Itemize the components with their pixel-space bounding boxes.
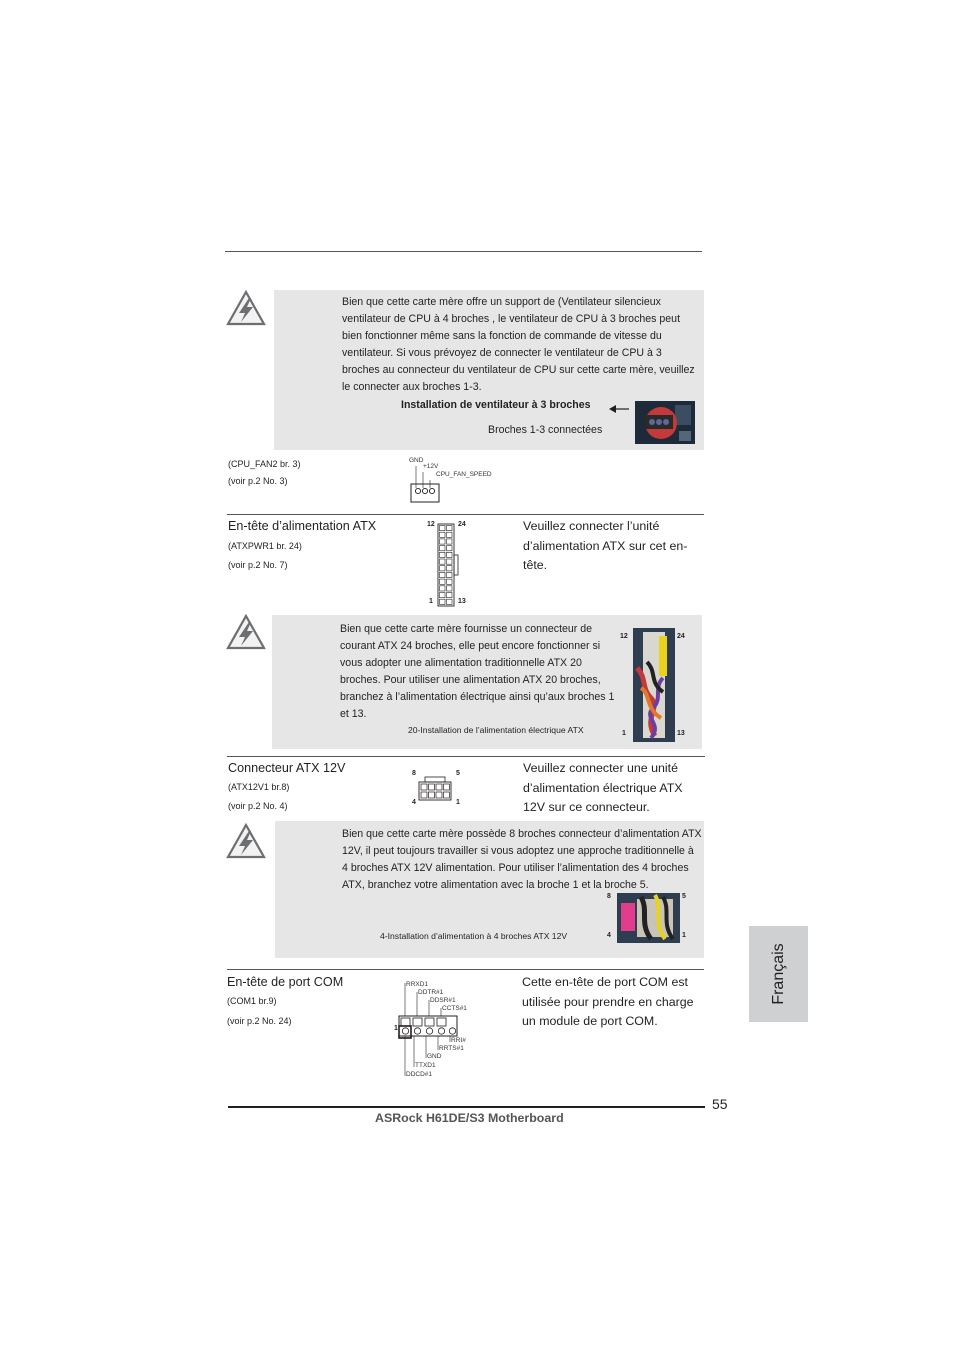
cpu-fan2-ref: (CPU_FAN2 br. 3): [228, 459, 301, 469]
atx12v-rule: [227, 756, 705, 757]
atx-power-ref: (ATXPWR1 br. 24): [228, 541, 302, 551]
atx-pin: [447, 546, 453, 551]
atx-note-caption: 20-Installation de l’alimentation électrique ATX: [408, 725, 584, 735]
atx-pin: [447, 526, 453, 531]
atx-pin: [447, 532, 453, 537]
atx-photo-pin-1: 1: [622, 730, 626, 737]
atx-power-desc: Veuillez connecter l’unité d’alimentation ATX sur cet en-tête.: [523, 519, 688, 572]
atx12v-photo-pin-5: 5: [682, 893, 686, 900]
atx-pin: [447, 586, 453, 591]
fan-note-text: Bien que cette carte mère offre un support de (Ventilateur silencieux ventilateur de CPU à 4 broches , le ventilateur de CPU à 3 broches peut bien fonctionner même sans la fonction de commande de vitesse du ventilateur. Si vous prévoyez de connecter le ventilateur de CPU à 3 broches au connecteur du ventilateur de CPU sur cette carte mère, veuillez le connecter aux broches 1-3.: [342, 296, 695, 393]
atx-pin-1-label: 1: [429, 598, 433, 605]
language-tab-label: Français: [769, 943, 787, 1005]
pin-label-12v: +12V: [423, 463, 439, 470]
atx12v-note-caption: 4-Installation d’alimentation à 4 broches ATX 12V: [380, 931, 568, 941]
atx-connector-photo: [633, 628, 675, 747]
atx-pin: [440, 586, 446, 591]
atx-pin: [440, 552, 446, 557]
atx-pin: [440, 572, 446, 577]
fan-pins-label: Broches 1-3 connectées: [488, 424, 603, 436]
atx-pin: [440, 566, 446, 571]
com-port-rule: [227, 969, 704, 970]
pin-label-speed: CPU_FAN_SPEED: [436, 471, 492, 478]
com-pin-label-rrts1: RRTS#1: [439, 1045, 464, 1052]
atx12v-photo-pin-4: 4: [607, 932, 611, 939]
atx-photo-pin-12: 12: [620, 633, 628, 640]
com-pin-label-rri: RRI#: [451, 1037, 466, 1044]
arrow-left-icon: [609, 401, 629, 419]
atx-pin: [440, 579, 446, 584]
atx-pin: [447, 579, 453, 584]
warning-icon: [226, 289, 266, 327]
atx12v-connector-photo: [617, 893, 680, 948]
atx-pin: [440, 532, 446, 537]
atx-pin: [440, 559, 446, 564]
atx-pin: [440, 546, 446, 551]
atx12v-pin-8-label: 8: [412, 770, 416, 777]
fan-install-label: Installation de ventilateur à 3 broches: [401, 399, 591, 411]
com-port-see: (voir p.2 No. 24): [227, 1016, 292, 1026]
atx-pin: [440, 593, 446, 598]
atx12v-desc: Veuillez connecter une unité d’alimentation électrique ATX 12V sur ce connecteur.: [523, 761, 683, 814]
atx-pin: [440, 526, 446, 531]
atx-pin-12-label: 12: [427, 521, 435, 528]
atx-pin: [447, 559, 453, 564]
cpu-fan2-connector-diagram: [408, 462, 442, 509]
atx12v-title: Connecteur ATX 12V: [228, 761, 346, 775]
atx-pin: [447, 572, 453, 577]
atx12v-connector-diagram: [418, 776, 452, 807]
atx-pin: [447, 552, 453, 557]
cpu-fan2-see: (voir p.2 No. 3): [228, 476, 288, 486]
atx12v-ref: (ATX12V1 br.8): [228, 782, 290, 792]
com-pin-label-ddsr1: DDSR#1: [430, 997, 456, 1004]
atx-pin: [447, 566, 453, 571]
atx-photo-pin-13: 13: [677, 730, 685, 737]
language-side-tab: [749, 926, 808, 1022]
warning-icon: [226, 822, 266, 860]
warning-icon: [226, 613, 266, 651]
atx12v-note-text: Bien que cette carte mère possède 8 broches connecteur d’alimentation ATX 12V, il peut toujours travailler si vous adoptez une approche traditionnelle à 4 broches ATX 12V alimentation. Pour utiliser l’alimentation des 4 broches ATX, branchez votre alimentation avec la broche 1 et la broche 5.: [342, 828, 702, 891]
top-rule: [225, 251, 702, 252]
atx12v-pin-1-label: 1: [456, 799, 460, 806]
com-pin-label-ccts1: CCTS#1: [442, 1005, 467, 1012]
atx12v-photo-pin-8: 8: [607, 893, 611, 900]
atx-pin: [447, 593, 453, 598]
atx-power-see: (voir p.2 No. 7): [228, 560, 288, 570]
atx-pin: [447, 539, 453, 544]
atx12v-pin-5-label: 5: [456, 770, 460, 777]
atx-photo-pin-24: 24: [677, 633, 685, 640]
com-pin-label-ttxd1: TTXD1: [415, 1062, 436, 1069]
atx12v-photo-pin-1: 1: [682, 932, 686, 939]
com-port-title: En-tête de port COM: [227, 975, 344, 989]
com-port-ref: (COM1 br.9): [227, 996, 277, 1006]
com-pin-label-ddtr1: DDTR#1: [418, 989, 444, 996]
atx-pin-24-label: 24: [458, 521, 466, 528]
footer-rule: [228, 1106, 705, 1108]
atx-pin: [440, 599, 446, 604]
atx12v-pin-4-label: 4: [412, 799, 416, 806]
com-port-desc: Cette en-tête de port COM est utilisée pour prendre en charge un module de port COM.: [522, 975, 694, 1028]
atx-power-connector-diagram: [437, 523, 461, 612]
page-number: 55: [712, 1096, 728, 1112]
atx12v-see: (voir p.2 No. 4): [228, 801, 288, 811]
atx-pin-13-label: 13: [458, 598, 466, 605]
pin-label-gnd: GND: [409, 457, 424, 464]
atx-pin: [440, 539, 446, 544]
com-pin-label-rrxd1: RRXD1: [406, 981, 429, 988]
atx-power-rule: [227, 514, 704, 515]
com-pin-1-label: 1: [394, 1025, 398, 1032]
com-pin-label-ddcd1: DDCD#1: [406, 1071, 433, 1078]
com-pin-label-gnd: GND: [427, 1053, 442, 1060]
fan-connector-photo: [635, 401, 695, 449]
footer-title: ASRock H61DE/S3 Motherboard: [375, 1111, 564, 1125]
atx-note-text: Bien que cette carte mère fournisse un connecteur de courant ATX 24 broches, elle peut encore fonctionner si vous adopter une alimentation traditionnelle ATX 20 broches. Pour utiliser une alimentation ATX 20 broches, branchez à l’alimentation électrique ainsi qu’aux broches 1 et 13.: [340, 623, 615, 720]
atx-power-title: En-tête d’alimentation ATX: [228, 519, 377, 533]
atx-pin: [447, 599, 453, 604]
